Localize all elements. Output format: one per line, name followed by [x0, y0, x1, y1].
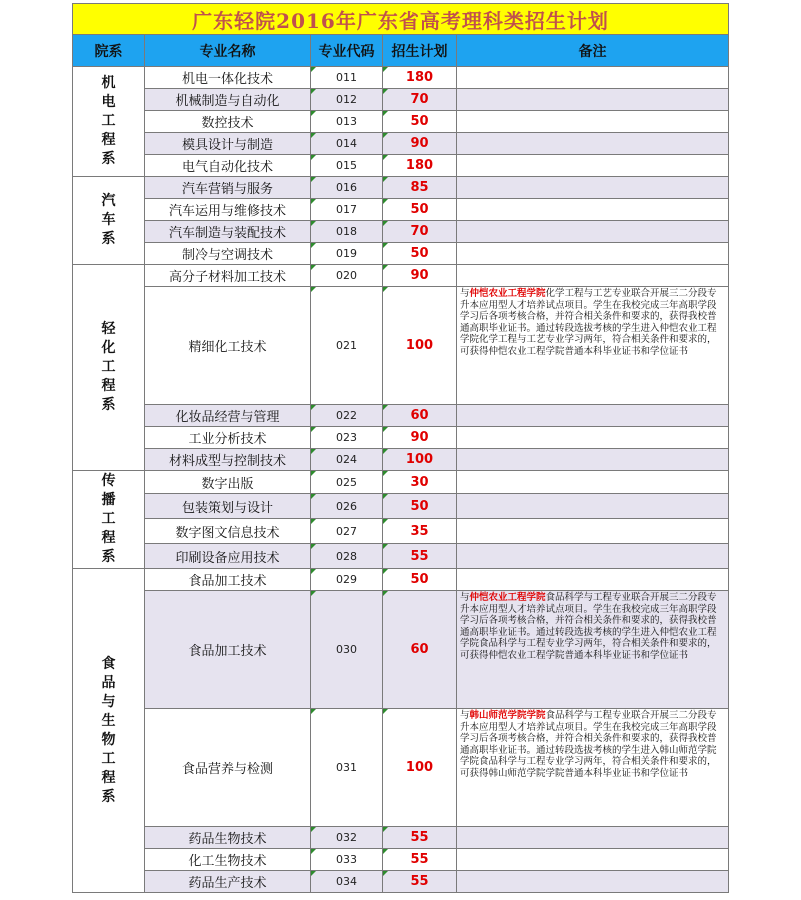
major-code: 016	[311, 177, 383, 199]
note-prefix: 与	[460, 710, 470, 721]
dept-cell: 轻化工程系	[73, 265, 145, 471]
major-code: 020	[311, 265, 383, 287]
major-name: 材料成型与控制技术	[145, 449, 311, 471]
major-code: 028	[311, 544, 383, 569]
note-cell	[457, 243, 729, 265]
major-code: 032	[311, 827, 383, 849]
major-name: 机电一体化技术	[145, 67, 311, 89]
partner-school: 仲恺农业工程学院	[469, 288, 546, 299]
major-name: 印刷设备应用技术	[145, 544, 311, 569]
note-cell	[457, 89, 729, 111]
note-cell	[457, 287, 729, 405]
plan-count: 90	[383, 265, 457, 287]
note-prefix: 与	[460, 592, 470, 603]
plan-count: 100	[383, 449, 457, 471]
major-code: 013	[311, 111, 383, 133]
plan-count: 55	[383, 871, 457, 893]
plan-count: 180	[383, 67, 457, 89]
major-name: 数字图文信息技术	[145, 519, 311, 544]
header-plan: 招生计划	[383, 35, 457, 67]
plan-count: 70	[383, 89, 457, 111]
plan-count: 60	[383, 405, 457, 427]
note-cell	[457, 221, 729, 243]
major-code: 017	[311, 199, 383, 221]
major-code: 021	[311, 287, 383, 405]
plan-count: 50	[383, 111, 457, 133]
plan-count: 55	[383, 849, 457, 871]
note-prefix: 与	[460, 288, 470, 299]
plan-count: 100	[383, 709, 457, 827]
plan-count: 50	[383, 569, 457, 591]
enrollment-plan-table	[72, 3, 729, 893]
dept-cell: 食品与生物工程系	[73, 569, 145, 893]
major-code: 014	[311, 133, 383, 155]
major-name: 汽车运用与维修技术	[145, 199, 311, 221]
note-cell	[457, 849, 729, 871]
plan-count: 50	[383, 494, 457, 519]
major-code: 033	[311, 849, 383, 871]
major-code: 024	[311, 449, 383, 471]
plan-count: 30	[383, 471, 457, 494]
major-name: 机械制造与自动化	[145, 89, 311, 111]
major-code: 031	[311, 709, 383, 827]
major-code: 030	[311, 591, 383, 709]
major-name: 包装策划与设计	[145, 494, 311, 519]
note-text: 食品科学与工程专业联合开展三二分段专升本应用型人才培养试点项目。学生在我校完成三年高职学段学习后各项考核合格，并符合相关条件和要求的，获得我校普通高职毕业证书。通过转段选拔考核的学生进入韩山师范学院学院食品科学与工程专业学习两年，符合相关条件和要求的，可获得韩山师范学院学院普通本科毕业证书和学位证书	[460, 710, 717, 779]
major-name: 食品加工技术	[145, 591, 311, 709]
major-name: 高分子材料加工技术	[145, 265, 311, 287]
note-text: 食品科学与工程专业联合开展三二分段专升本应用型人才培养试点项目。学生在我校完成三年高职学段学习后各项考核合格，并符合相关条件和要求的，获得我校普通高职毕业证书。通过转段选拔考核的学生进入仲恺农业工程学院食品科学与工程专业学习两年，符合相关条件和要求的，可获得仲恺农业工程学院普通本科毕业证书和学位证书	[460, 592, 717, 661]
note-cell	[457, 471, 729, 494]
plan-count: 90	[383, 133, 457, 155]
note-cell	[457, 519, 729, 544]
major-name: 食品营养与检测	[145, 709, 311, 827]
partner-school: 仲恺农业工程学院	[469, 592, 546, 603]
major-name: 药品生产技术	[145, 871, 311, 893]
header-major: 专业名称	[145, 35, 311, 67]
note-cell	[457, 427, 729, 449]
major-code: 027	[311, 519, 383, 544]
page-title: 广东轻院2016年广东省高考理科类招生计划	[73, 4, 729, 35]
major-name: 汽车营销与服务	[145, 177, 311, 199]
partner-school: 韩山师范学院学院	[469, 710, 546, 721]
major-code: 018	[311, 221, 383, 243]
note-cell	[457, 199, 729, 221]
plan-count: 50	[383, 243, 457, 265]
major-code: 011	[311, 67, 383, 89]
note-text: 化学工程与工艺专业联合开展三二分段专升本应用型人才培养试点项目。学生在我校完成三年高职学段学习后各项考核合格，并符合相关条件和要求的，获得我校普通高职毕业证书。通过转段选拔考核的学生进入仲恺农业工程学院化学工程与工艺专业学习两年，符合相关条件和要求的，可获得仲恺农业工程学院普通本科毕业证书和学位证书	[460, 288, 717, 357]
major-code: 029	[311, 569, 383, 591]
major-code: 025	[311, 471, 383, 494]
major-name: 制冷与空调技术	[145, 243, 311, 265]
major-name: 数控技术	[145, 111, 311, 133]
plan-count: 55	[383, 827, 457, 849]
major-name: 模具设计与制造	[145, 133, 311, 155]
plan-count: 180	[383, 155, 457, 177]
dept-cell: 传播工程系	[73, 471, 145, 569]
plan-count: 50	[383, 199, 457, 221]
plan-count: 35	[383, 519, 457, 544]
major-code: 022	[311, 405, 383, 427]
major-name: 化妆品经营与管理	[145, 405, 311, 427]
major-name: 电气自动化技术	[145, 155, 311, 177]
major-code: 034	[311, 871, 383, 893]
note-cell	[457, 449, 729, 471]
note-cell	[457, 569, 729, 591]
note-cell	[457, 265, 729, 287]
note-cell	[457, 67, 729, 89]
note-cell	[457, 111, 729, 133]
header-note: 备注	[457, 35, 729, 67]
dept-cell: 汽车系	[73, 177, 145, 265]
major-name: 数字出版	[145, 471, 311, 494]
major-code: 015	[311, 155, 383, 177]
major-code: 019	[311, 243, 383, 265]
note-cell	[457, 494, 729, 519]
major-name: 汽车制造与装配技术	[145, 221, 311, 243]
note-cell	[457, 544, 729, 569]
header-code: 专业代码	[311, 35, 383, 67]
major-name: 食品加工技术	[145, 569, 311, 591]
note-cell	[457, 709, 729, 827]
major-code: 026	[311, 494, 383, 519]
note-cell	[457, 133, 729, 155]
major-code: 012	[311, 89, 383, 111]
plan-count: 55	[383, 544, 457, 569]
note-cell	[457, 871, 729, 893]
plan-count: 85	[383, 177, 457, 199]
note-cell	[457, 405, 729, 427]
header-dept: 院系	[73, 35, 145, 67]
dept-cell: 机电工程系	[73, 67, 145, 177]
major-name: 化工生物技术	[145, 849, 311, 871]
plan-count: 70	[383, 221, 457, 243]
plan-count: 100	[383, 287, 457, 405]
major-name: 药品生物技术	[145, 827, 311, 849]
plan-count: 60	[383, 591, 457, 709]
note-cell	[457, 827, 729, 849]
note-cell	[457, 591, 729, 709]
note-cell	[457, 177, 729, 199]
major-code: 023	[311, 427, 383, 449]
major-name: 工业分析技术	[145, 427, 311, 449]
major-name: 精细化工技术	[145, 287, 311, 405]
plan-count: 90	[383, 427, 457, 449]
note-cell	[457, 155, 729, 177]
